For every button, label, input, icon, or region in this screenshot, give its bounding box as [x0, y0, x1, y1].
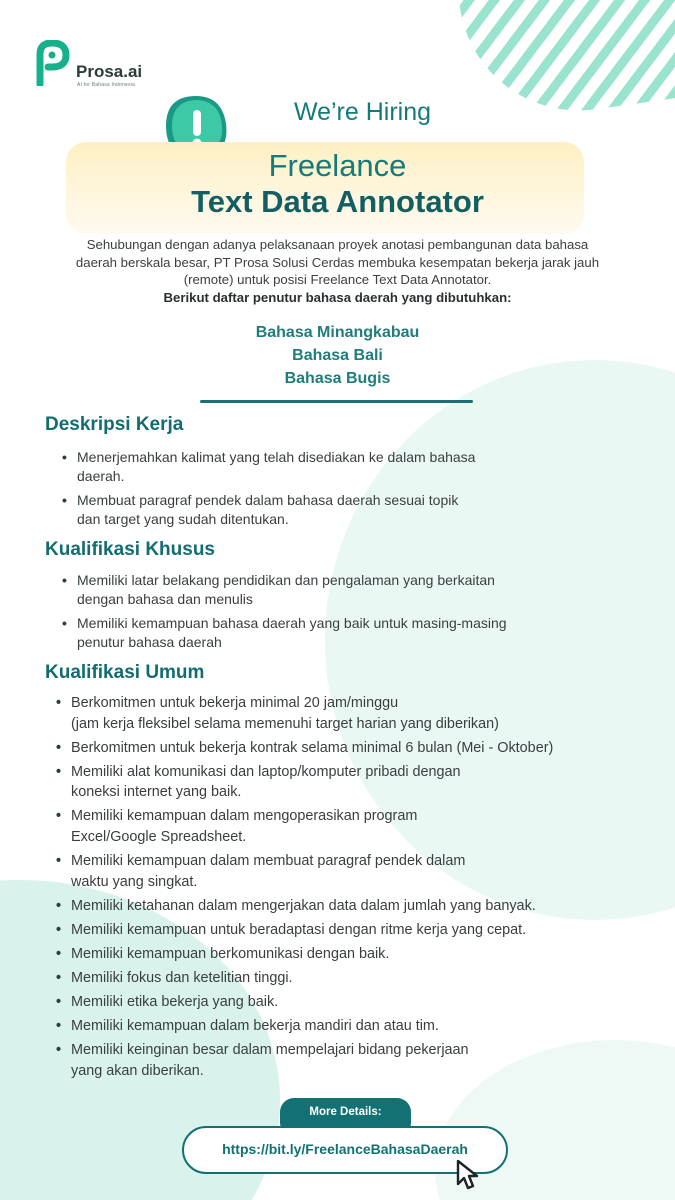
- hiring-heading: We’re Hiring: [293, 98, 432, 126]
- list-item: [62, 448, 642, 486]
- list-item-line: • Memiliki fokus dan ketelitian tinggi.: [71, 970, 293, 987]
- list-item-line: • Memiliki etika bekerja yang baik.: [71, 994, 279, 1011]
- list-item-line: daerah.: [77, 468, 125, 484]
- list-item: [56, 896, 636, 917]
- list-item-line: • Memiliki kemampuan dalam mengoperasikan program: [71, 808, 418, 825]
- job-title-line-1: Freelance: [268, 148, 407, 183]
- list-item: [56, 1016, 636, 1037]
- intro-line: Sehubungan dengan adanya pelaksanaan proyek anotasi pembangunan data bahasa: [86, 237, 589, 252]
- intro-text: [40, 236, 635, 306]
- intro-line: daerah berskala besar, PT Prosa Solusi Cerdas membuka kesempatan bekerja jarak jauh: [75, 254, 600, 270]
- list-item-line: • Memiliki kemampuan bahasa daerah yang baik untuk masing-masing: [77, 615, 507, 631]
- list-kualifikasi-umum: [56, 693, 636, 1085]
- list-item-line: dengan bahasa dan menulis: [77, 591, 253, 607]
- list-item-line: • Memiliki ketahanan dalam mengerjakan data dalam jumlah yang banyak.: [71, 897, 536, 914]
- language-item: Bahasa Minangkabau: [255, 324, 420, 341]
- language-list: [0, 321, 675, 390]
- list-item: [56, 738, 636, 759]
- prosa-logo-icon: [36, 40, 70, 86]
- list-kualifikasi-khusus: [62, 571, 642, 657]
- brand-tagline: AI for Bahasa Indonesia: [77, 82, 135, 88]
- intro-line: (remote) untuk posisi Freelance Text Data Annotator.: [183, 272, 492, 287]
- intro-line-bold: Berikut daftar penutur bahasa daerah yang dibutuhkan:: [163, 289, 512, 305]
- list-item: [56, 968, 636, 989]
- divider: [200, 400, 473, 403]
- list-item-line: penutur bahasa daerah: [77, 634, 222, 650]
- list-item: [62, 571, 642, 609]
- section-title-deskripsi: Deskripsi Kerja: [45, 414, 184, 435]
- list-item-line: (jam kerja fleksibel selama memenuhi target harian yang diberikan): [71, 715, 499, 732]
- mouse-cursor-icon: [455, 1158, 483, 1190]
- section-title-kualifikasi-khusus: Kualifikasi Khusus: [45, 539, 215, 560]
- list-item: [56, 762, 636, 803]
- list-item-line: • Berkomitmen untuk bekerja minimal 20 jam/minggu: [71, 695, 399, 711]
- list-item-line: • Menerjemahkan kalimat yang telah disediakan ke dalam bahasa: [77, 449, 476, 465]
- list-item-line: • Memiliki kemampuan dalam membuat paragraf pendek dalam: [71, 853, 466, 870]
- details-link[interactable]: https://bit.ly/FreelanceBahasaDaerah: [182, 1126, 508, 1174]
- brand-logo: [36, 40, 166, 90]
- list-item: [56, 1040, 636, 1081]
- list-item-line: dan target yang sudah ditentukan.: [77, 511, 289, 527]
- list-item: [56, 806, 636, 847]
- list-item: [62, 491, 642, 529]
- brand-name: Prosa.ai: [76, 62, 143, 81]
- list-item: [56, 851, 636, 892]
- list-item-line: koneksi internet yang baik.: [71, 784, 242, 801]
- list-item: [56, 944, 636, 965]
- list-item-line: • Memiliki alat komunikasi dan laptop/komputer pribadi dengan: [71, 763, 461, 780]
- list-item: [62, 614, 642, 652]
- list-item-line: • Memiliki keinginan besar dalam mempelajari bidang pekerjaan: [71, 1042, 469, 1059]
- list-item-line: • Memiliki latar belakang pendidikan dan pengalaman yang berkaitan: [77, 572, 495, 588]
- list-item-line: • Memiliki kemampuan berkomunikasi dengan baik.: [71, 946, 390, 963]
- list-item: [56, 920, 636, 941]
- language-item: Bahasa Bali: [292, 347, 383, 364]
- job-title-line-2: Text Data Annotator: [191, 184, 484, 219]
- list-item-line: • Berkomitmen untuk bekerja kontrak selama minimal 6 bulan (Mei - Oktober): [71, 739, 554, 756]
- list-item-line: • Memiliki kemampuan untuk beradaptasi dengan ritme kerja yang cepat.: [71, 921, 527, 938]
- list-item: [56, 992, 636, 1013]
- list-item-line: waktu yang singkat.: [71, 873, 198, 890]
- language-item: Bahasa Bugis: [284, 370, 391, 387]
- list-item-line: yang akan diberikan.: [71, 1063, 204, 1079]
- list-item-line: Excel/Google Spreadsheet.: [71, 829, 247, 846]
- list-item-line: • Membuat paragraf pendek dalam bahasa daerah sesuai topik: [77, 492, 459, 508]
- list-deskripsi: [62, 448, 642, 534]
- section-title-kualifikasi-umum: Kualifikasi Umum: [45, 662, 205, 683]
- list-item-line: • Memiliki kemampuan dalam bekerja mandiri dan atau tim.: [71, 1018, 439, 1035]
- list-item: [56, 693, 636, 734]
- more-details-label: More Details:: [280, 1098, 411, 1131]
